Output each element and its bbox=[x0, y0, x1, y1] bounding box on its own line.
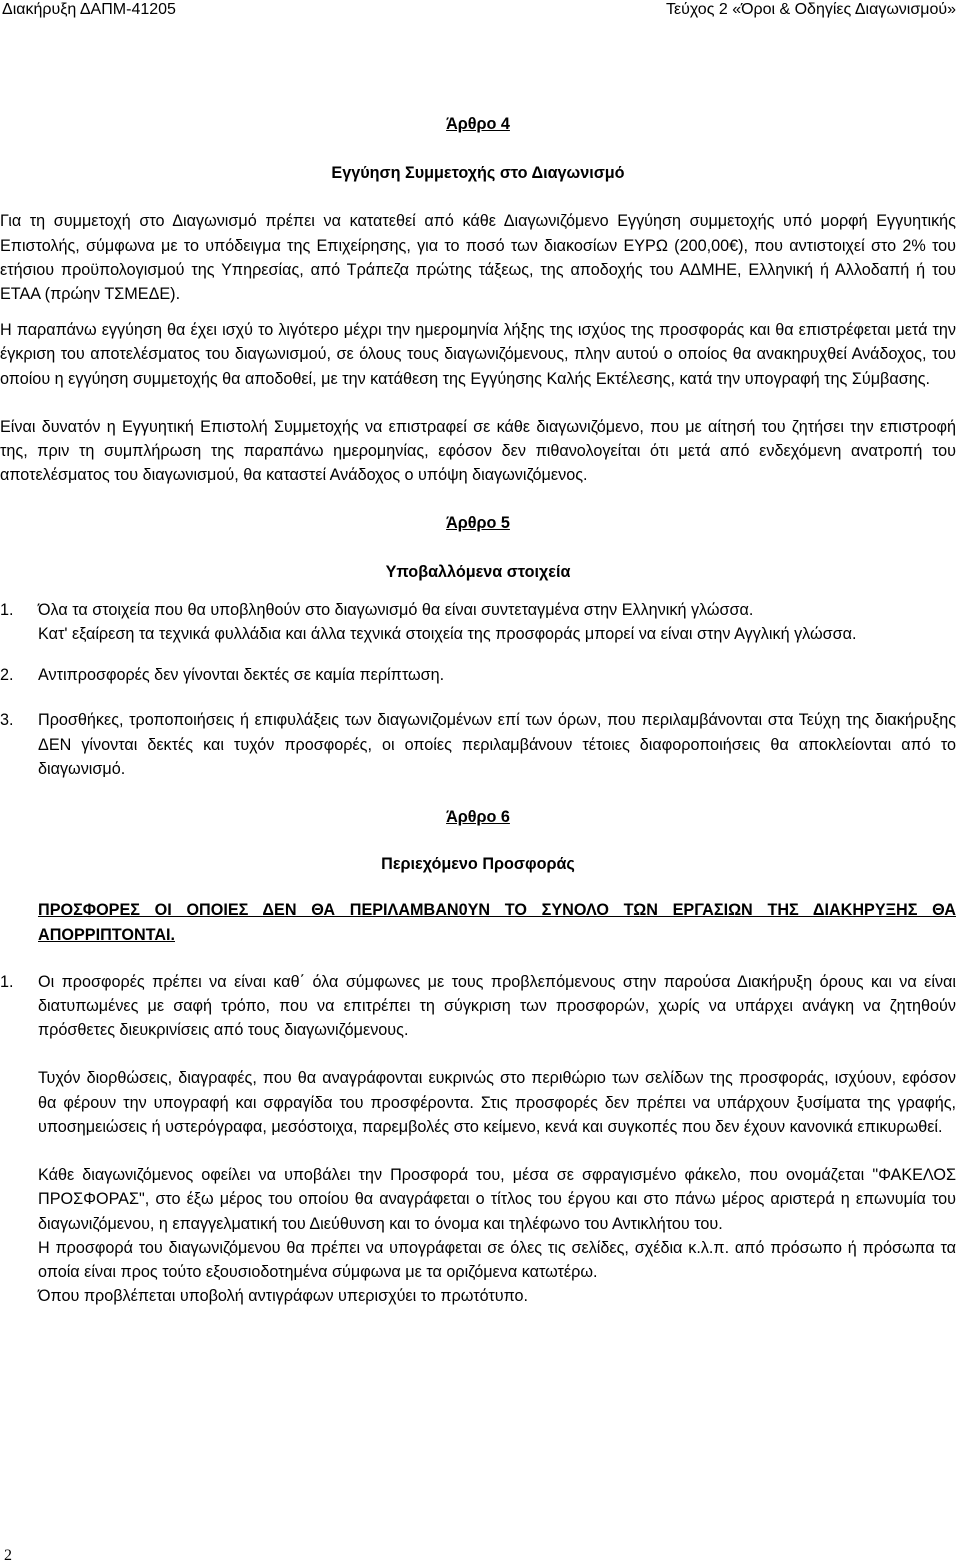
list-item bbox=[0, 598, 956, 646]
article-4-paragraph-1: Για τη συμμετοχή στο Διαγωνισμό πρέπει να κατατεθεί από κάθε Διαγωνιζόμενο Εγγύηση συμμετοχής υπό μορφή Εγγυητικής Επιστολής, σύμφωνα με το υπόδειγμα της Επιχείρησης, για το ποσό των διακοσίων ΕΥΡΩ (200,00€), που αντιστοιχεί στο 2% του ετήσιου προϋπολογισμού της Υπηρεσίας, από Τράπεζα πρώτης τάξεως, της αποδοχής του ΑΔΜΗΕ, Ελληνική ή Αλλοδαπή ή του ΕΤΑΑ (πρώην ΤΣΜΕΔΕ). bbox=[0, 212, 956, 304]
list-item-text: Αντιπροσφορές δεν γίνονται δεκτές σε καμία περίπτωση. bbox=[38, 666, 445, 685]
list-item-number: 3. bbox=[0, 711, 14, 730]
article-5-title: Άρθρο 5 bbox=[446, 514, 510, 533]
article-4-paragraph-3: Είναι δυνατόν η Εγγυητική Επιστολή Συμμετοχής να επιστραφεί σε κάθε διαγωνιζόμενο, που με αίτησή του ζητήσει την επιστροφή της, πριν τη συμπλήρωση της παραπάνω ημερομηνίας, εφόσον δεν πιθανολογείται ότι μετά από ενδεχόμενη ανατροπή του αποτελέσματος του διαγωνισμού, θα καταστεί Ανάδοχος ο υπόψη διαγωνιζόμενος. bbox=[0, 417, 956, 485]
article-6-title: Άρθρο 6 bbox=[446, 808, 510, 827]
header-volume-title: Τεύχος 2 «Όροι & Οδηγίες Διαγωνισμού» bbox=[665, 1, 956, 18]
article-4-paragraph-2: Η παραπάνω εγγύηση θα έχει ισχύ το λιγότερο μέχρι την ημερομηνία λήξης της ισχύος της προσφοράς και θα επιστρέφεται μετά την έγκριση του αποτελέσματος του διαγωνισμού, σε όλους τους διαγωνιζόμενους, πλην αυτού ο οποίος θα ανακηρυχθεί Ανάδοχος, του οποίου η εγγύηση συμμετοχής θα αποδοθεί, με την κατάθεση της Εγγύησης Καλής Εκτέλεσης, κατά την υπογραφή της Σύμβασης. bbox=[0, 321, 956, 388]
envelope-paragraph: Κάθε διαγωνιζόμενος οφείλει να υποβάλει την Προσφορά του, μέσα σε σφραγισμένο φάκελο, που ονομάζεται "ΦΑΚΕΛΟΣ ΠΡΟΣΦΟΡΑΣ", στο έξω μέρος του οποίου θα αναγράφεται ο τίτλος του έργου και στο πάνω μέρος αριστερά η επωνυμία του διαγωνιζόμενου, η επαγγελματική του Διεύθυνση και το όνομα και τηλέφωνο του Αντικλήτου του. bbox=[38, 1166, 956, 1233]
list-item-text: Οι προσφορές πρέπει να είναι καθ΄ όλα σύμφωνες με τους προβλεπόμενους στην παρούσα Διακήρυξη όρους και να είναι διατυπωμένες με σαφή τρόπο, που να επιτρέπει τη σύγκριση των προσφορών, χωρίς να υπάρχει ανάγκη να ζητηθούν πρόσθετες διευκρινίσεις από τους διαγωνιζόμενους. bbox=[38, 972, 956, 1040]
list-item-text: Προσθήκες, τροποποιήσεις ή επιφυλάξεις των διαγωνιζομένων επί των όρων, που περιλαμβάνονται στα Τεύχη της διακήρυξης ΔΕΝ γίνονται δεκτές και τυχόν προσφορές, οι οποίες περιλαμβάνουν τέτοιες διαφοροποιήσεις θα αποκλείονται από το διαγωνισμό. bbox=[38, 711, 956, 778]
corrections-paragraph: Τυχόν διορθώσεις, διαγραφές, που θα αναγράφονται ευκρινώς στο περιθώριο των σελίδων της προσφοράς, ισχύουν, εφόσον θα φέρουν την υπογραφή και σφραγίδα του προσφέροντα. Στις προσφορές δεν πρέπει να υπάρχουν ξυσίματα της γραφής, υποσημειώσεις ή υστερόγραφα, μεσόστοιχα, παρεμβολές στο κείμενο, κενά και συγκοπές που δεν έχουν κανονικά επικυρωθεί. bbox=[38, 1069, 956, 1136]
list-item-number: 1. bbox=[0, 600, 14, 619]
copies-paragraph: Όπου προβλέπεται υποβολή αντιγράφων υπερισχύει το πρωτότυπο. bbox=[38, 1287, 529, 1306]
list-item bbox=[0, 663, 956, 687]
page-header bbox=[0, 0, 960, 24]
header-document-id: Διακήρυξη ΔΑΠΜ-41205 bbox=[2, 1, 176, 18]
article-6-subtitle: Περιεχόμενο Προσφοράς bbox=[381, 855, 575, 874]
signature-paragraph: Η προσφορά του διαγωνιζόμενου θα πρέπει να υπογράφεται σε όλες τις σελίδες, σχέδια κ.λ.π. από πρόσωπο ή πρόσωπα τα οποία είναι προς τούτο εξουσιοδοτημένα σύμφωνα με τα οριζόμενα κατωτέρω. bbox=[38, 1238, 956, 1281]
page-number: 2 bbox=[4, 1547, 12, 1564]
list-item-continuation: Κατ' εξαίρεση τα τεχνικά φυλλάδια και άλλα τεχνικά στοιχεία της προσφοράς μπορεί να είναι στην Αγγλική γλώσσα. bbox=[38, 625, 857, 644]
list-item-number: 1. bbox=[0, 972, 14, 991]
article-5-subtitle: Υποβαλλόμενα στοιχεία bbox=[385, 562, 571, 581]
article-4-subtitle: Εγγύηση Συμμετοχής στο Διαγωνισμό bbox=[331, 164, 625, 183]
list-item-text: Όλα τα στοιχεία που θα υποβληθούν στο διαγωνισμό θα είναι συντεταγμένα στην Ελληνική γλώσσα. bbox=[38, 600, 754, 619]
document-body bbox=[0, 112, 956, 1308]
list-item-number: 2. bbox=[0, 666, 14, 685]
article-4-title: Άρθρο 4 bbox=[446, 115, 510, 133]
article-6-warning: ΠΡΟΣΦΟΡΕΣ ΟΙ ΟΠΟΙΕΣ ΔΕΝ ΘΑ ΠΕΡΙΛΑΜΒΑΝ0ΥΝ ΤΟ ΣΥΝΟΛΟ ΤΩΝ ΕΡΓΑΣΙΩΝ ΤΗΣ ΔΙΑΚΗΡΥΞΗΣ ΘΑ ΑΠΟΡΡΙΠΤΟΝΤΑΙ. bbox=[38, 901, 956, 944]
list-item bbox=[0, 708, 956, 781]
list-item bbox=[0, 970, 956, 1043]
